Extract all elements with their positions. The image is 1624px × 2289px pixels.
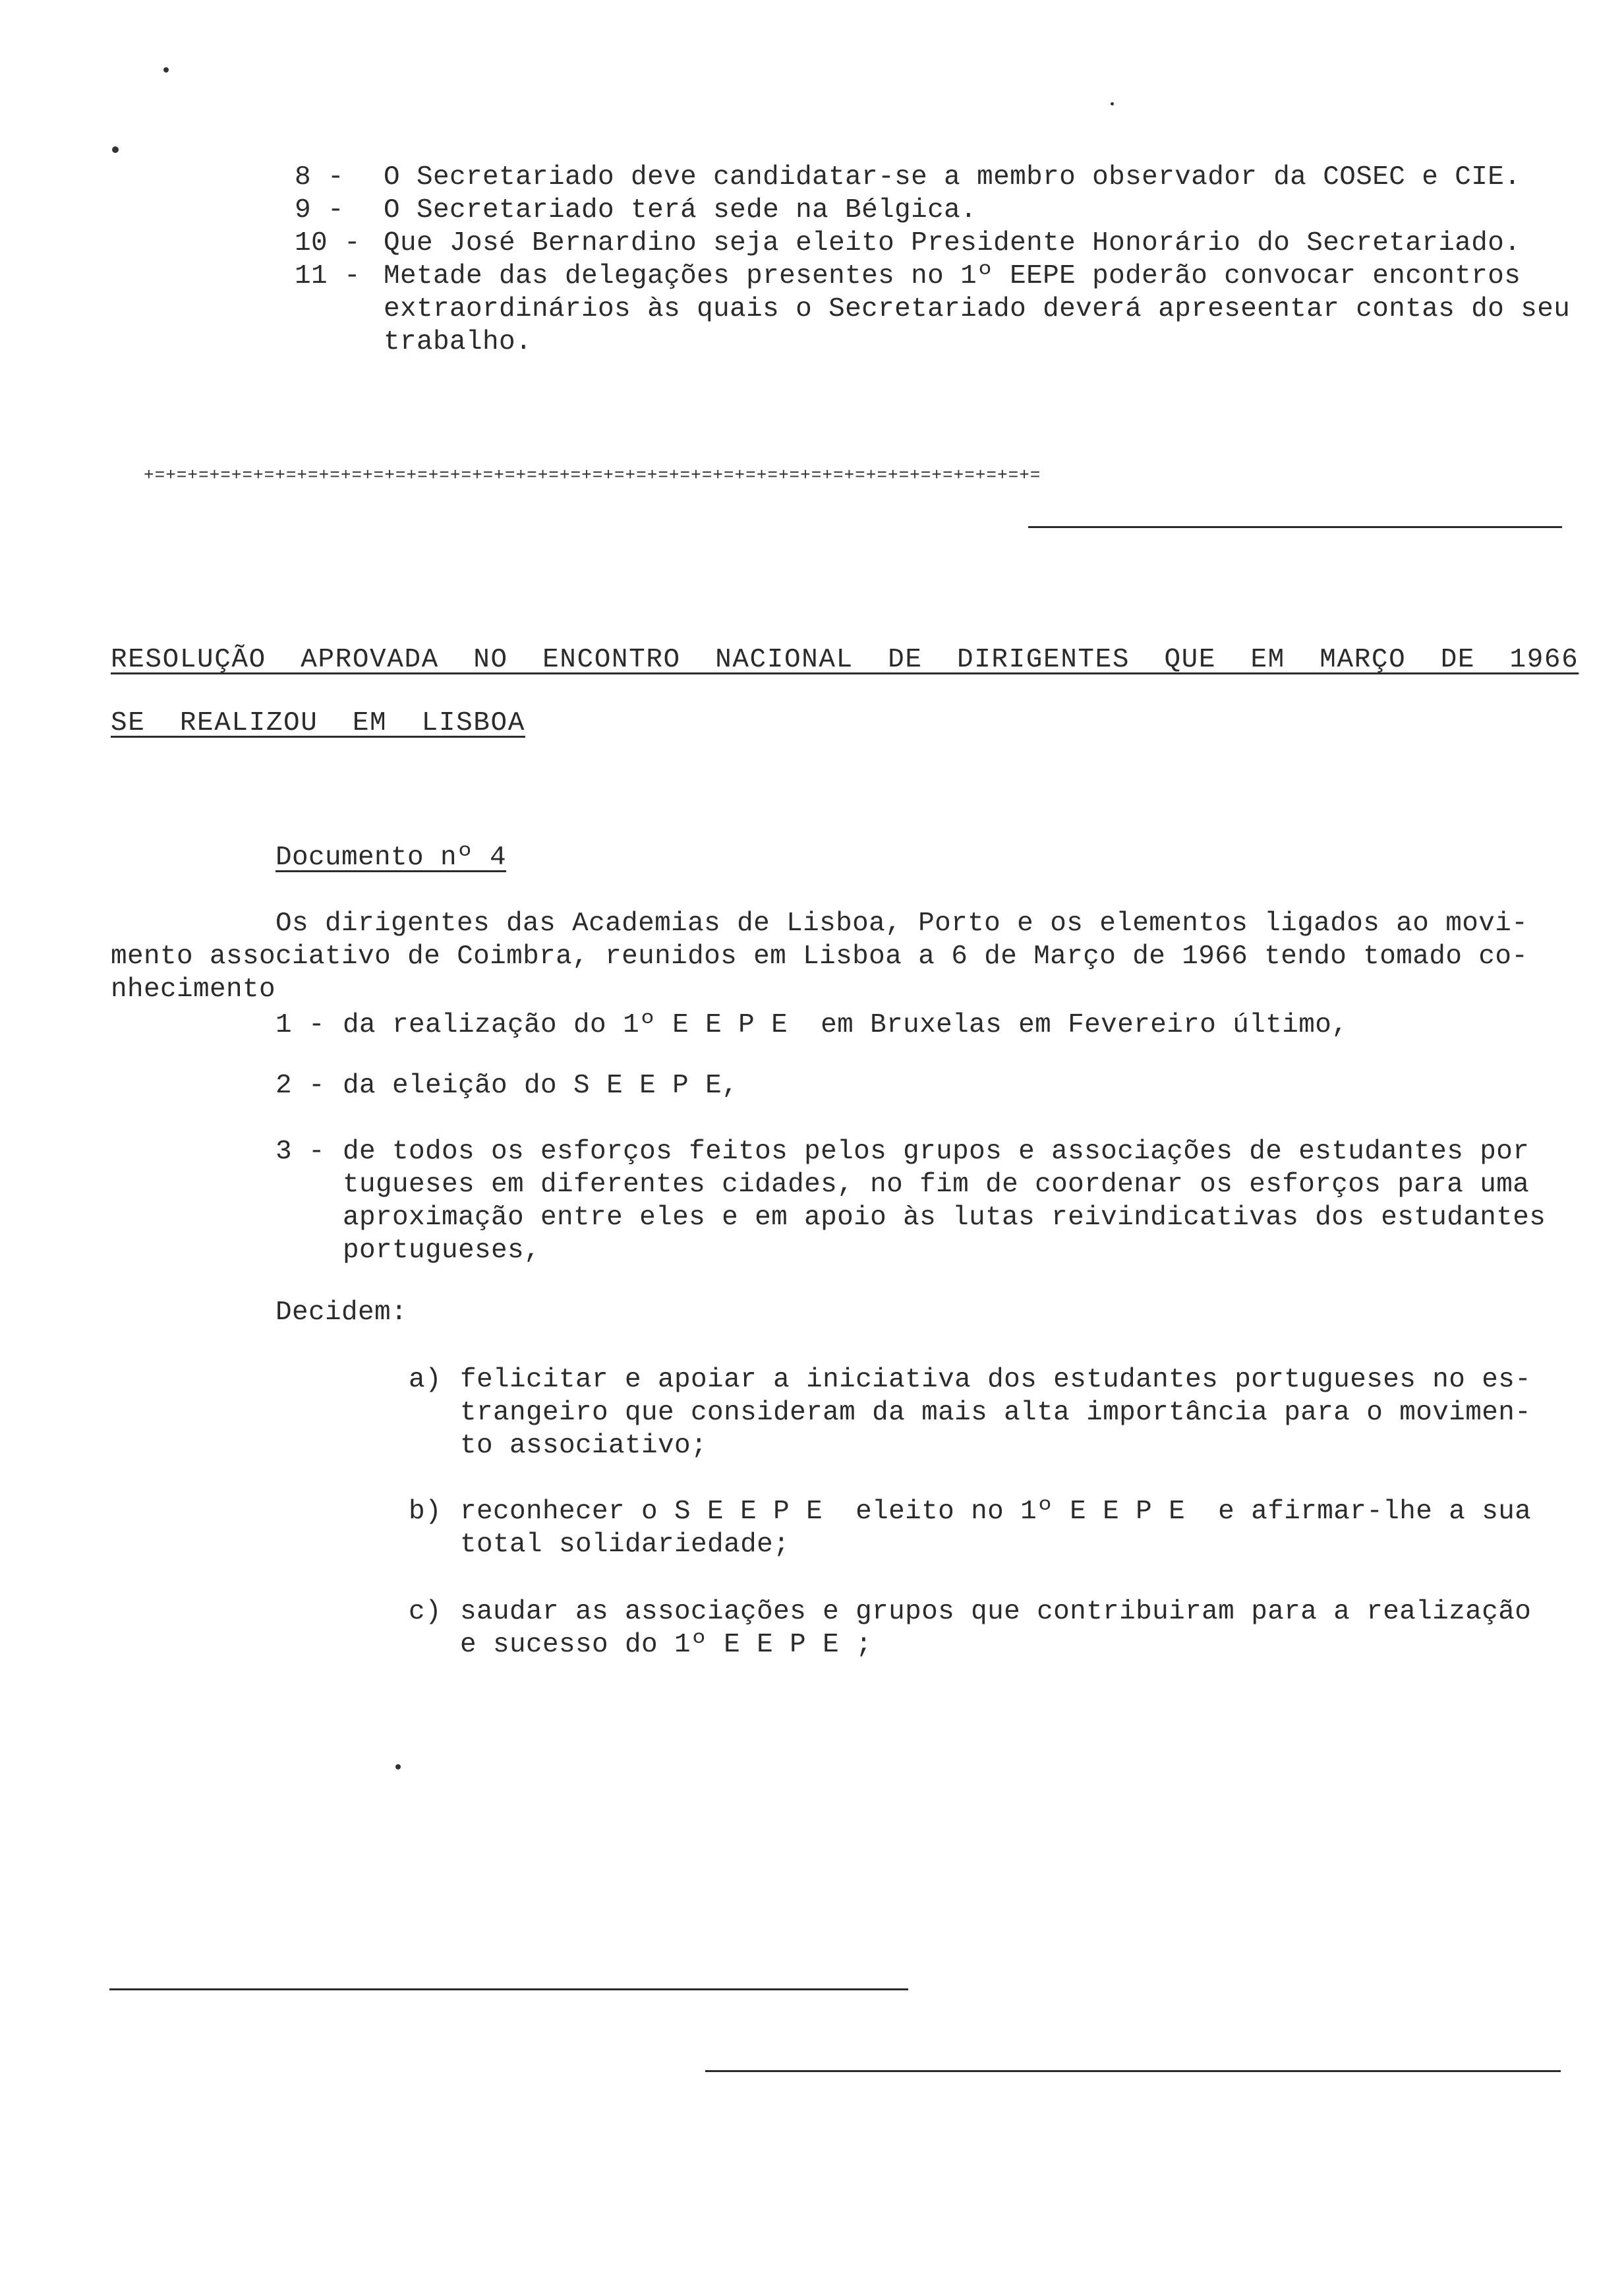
decision-line: trangeiro que consideram da mais alta importância para o movimen- bbox=[460, 1398, 1532, 1428]
list-item: O Secretariado terá sede na Bélgica. bbox=[384, 195, 977, 225]
decision-line: e sucesso do 1º E E P E ; bbox=[460, 1630, 873, 1660]
list-item: O Secretariado deve candidatar-se a membro observador da COSEC e CIE. bbox=[384, 162, 1521, 193]
resolution-heading-continued: SE REALIZOU EM LISBOA bbox=[111, 708, 525, 738]
decision-line: saudar as associações e grupos que contribuiram para a realização bbox=[460, 1597, 1532, 1627]
list-number: 8 - bbox=[295, 162, 345, 193]
point-line: da realização do 1º E E P E em Bruxelas em Fevereiro último, bbox=[343, 1010, 1348, 1040]
list-item: Que José Bernardino seja eleito Presidente Honorário do Secretariado. bbox=[384, 228, 1521, 258]
decision-letter: a) bbox=[409, 1365, 442, 1395]
decision-letter: c) bbox=[409, 1597, 442, 1627]
horizontal-rule bbox=[705, 2070, 1561, 2072]
point-line: aproximação entre eles e em apoio às lutas reivindicativas dos estudantes bbox=[343, 1203, 1546, 1233]
decidem-label: Decidem: bbox=[276, 1297, 408, 1328]
point-line: portugueses, bbox=[343, 1235, 541, 1266]
point-line: da eleição do S E E P E, bbox=[343, 1071, 739, 1101]
point-number: 1 - bbox=[276, 1010, 326, 1040]
decision-letter: b) bbox=[409, 1497, 442, 1527]
point-line: tugueses em diferentes cidades, no fim de coordenar os esforços para uma bbox=[343, 1170, 1530, 1200]
decorative-separator: +=+=+=+=+=+=+=+=+=+=+=+=+=+=+=+=+=+=+=+=+=+=+=+=+=+=+=+=+=+=+=+=+=+=+=+=+=+=+=+=+= bbox=[144, 465, 1041, 485]
speck bbox=[163, 67, 169, 73]
horizontal-rule bbox=[109, 1988, 908, 1990]
list-number: 9 - bbox=[295, 195, 345, 225]
resolution-heading: RESOLUÇÃO APROVADA NO ENCONTRO NACIONAL DE DIRIGENTES QUE EM MARÇO DE 1966 bbox=[111, 645, 1579, 675]
intro-line: Os dirigentes das Academias de Lisboa, Porto e os elementos ligados ao movi- bbox=[276, 908, 1528, 939]
list-number: 11 - bbox=[295, 261, 361, 291]
document-label: Documento nº 4 bbox=[276, 843, 507, 873]
decision-line: felicitar e apoiar a iniciativa dos estudantes portugueses no es- bbox=[460, 1365, 1532, 1395]
intro-line: mento associativo de Coimbra, reunidos em Lisboa a 6 de Março de 1966 tendo tomado co- bbox=[111, 941, 1528, 972]
list-item-continued: trabalho. bbox=[384, 327, 533, 357]
decision-line: to associativo; bbox=[460, 1431, 708, 1461]
list-item-continued: extraordinários às quais o Secretariado deverá apreseentar contas do seu bbox=[384, 294, 1571, 324]
point-number: 3 - bbox=[276, 1137, 326, 1167]
list-number: 10 - bbox=[295, 228, 361, 258]
decision-line: reconhecer o S E E P E eleito no 1º E E P E e afirmar-lhe a sua bbox=[460, 1497, 1532, 1527]
list-item: Metade das delegações presentes no 1º EEPE poderão convocar encontros bbox=[384, 261, 1521, 291]
speck bbox=[1111, 102, 1114, 105]
point-number: 2 - bbox=[276, 1071, 326, 1101]
speck bbox=[112, 146, 119, 153]
horizontal-rule bbox=[1028, 526, 1562, 528]
point-line: de todos os esforços feitos pelos grupos e associações de estudantes por bbox=[343, 1137, 1530, 1167]
decision-line: total solidariedade; bbox=[460, 1530, 790, 1560]
intro-line: nhecimento bbox=[111, 974, 276, 1005]
speck bbox=[395, 1764, 401, 1769]
